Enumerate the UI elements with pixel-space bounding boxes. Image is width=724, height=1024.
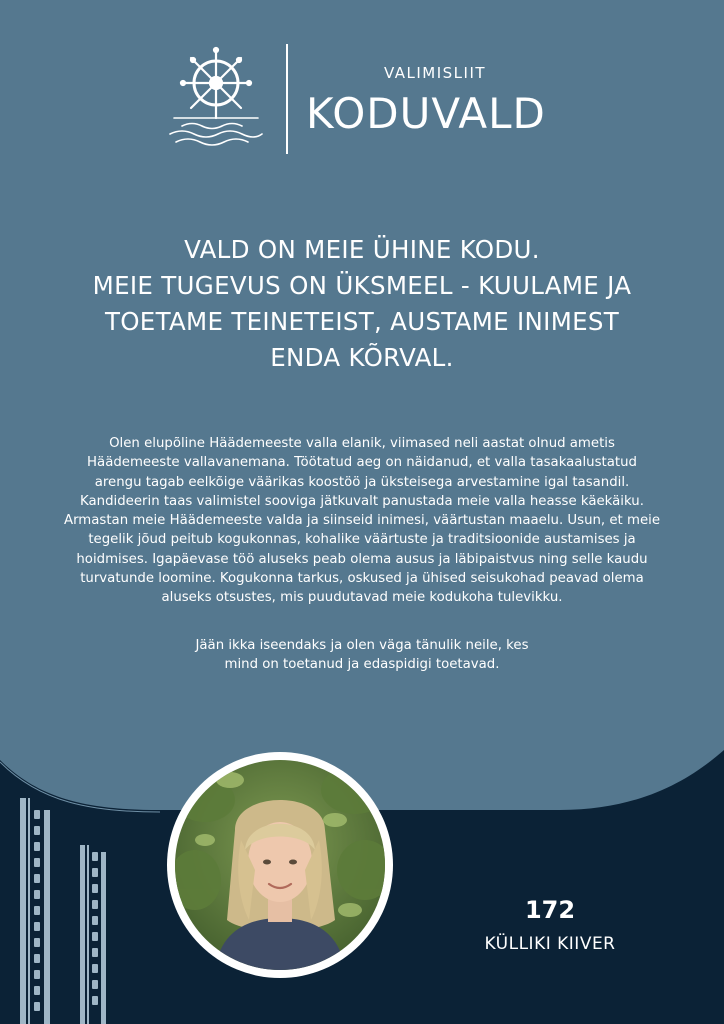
body-line: arengu tagab eelkõige väärikas koostöö ja üksteisega arvestamine igal tasandil. <box>94 474 630 490</box>
body-line: hoidmises. Igapäevase töö aluseks peab olema ausus ja läbipaistvus ning selle kaudu <box>76 551 648 567</box>
body-line: turvatunde loomine. Kogukonna tarkus, oskused ja ühised seisukohad peavad olema <box>80 571 644 587</box>
closing-line: mind on toetanud ja edaspidigi toetavad. <box>224 657 500 673</box>
logo-title: KODUVALD <box>306 89 546 138</box>
body-line: Häädemeeste vallavanemana. Töötatud aeg on näidanud, et valla tasakaalustatud <box>87 455 637 471</box>
body-line: aluseks otsustes, mis puudutavad meie kodukoha tulevikku. <box>161 590 563 606</box>
ship-wheel-icon <box>160 42 272 154</box>
slogan-line: VALD ON MEIE ÜHINE KODU. <box>184 235 540 264</box>
body-line: Kandideerin taas valimistel sooviga jätkuvalt panustada meie valla heasse käekäiku. <box>80 493 644 509</box>
body-line: tegelik jõud peitub kogukonnas, kohalike väärtuste ja traditsioonide austamises ja <box>88 532 636 548</box>
slogan-line: TOETAME TEINETEIST, AUSTAME INIMEST <box>104 307 620 336</box>
closing-text <box>40 636 684 675</box>
closing-line: Jään ikka iseendaks ja olen väga tänulik neile, kes <box>195 638 529 653</box>
slogan <box>40 232 684 376</box>
waves-icon <box>170 124 262 146</box>
body-text <box>40 434 684 608</box>
candidate-number: 172 <box>524 896 576 924</box>
logo <box>0 0 724 170</box>
slogan-line: ENDA KÕRVAL. <box>270 343 454 372</box>
film-strip-icon <box>80 845 106 1024</box>
candidate-portrait <box>175 760 385 970</box>
body-line: Armastan meie Häädemeeste valda ja siinseid inimesi, väärtustan maaelu. Usun, et meie <box>63 513 661 529</box>
film-strip-icon <box>20 798 50 1024</box>
candidate-name: KÜLLIKI KIIVER <box>484 934 616 954</box>
body-line: Olen elupõline Häädemeeste valla elanik, viimased neli aastat olnud ametis <box>109 436 615 451</box>
portrait-illustration <box>175 760 385 970</box>
slogan-line: MEIE TUGEVUS ON ÜKSMEEL - KUULAME JA <box>92 271 632 300</box>
logo-divider <box>286 44 288 154</box>
logo-subtitle: VALIMISLIIT <box>383 64 487 82</box>
